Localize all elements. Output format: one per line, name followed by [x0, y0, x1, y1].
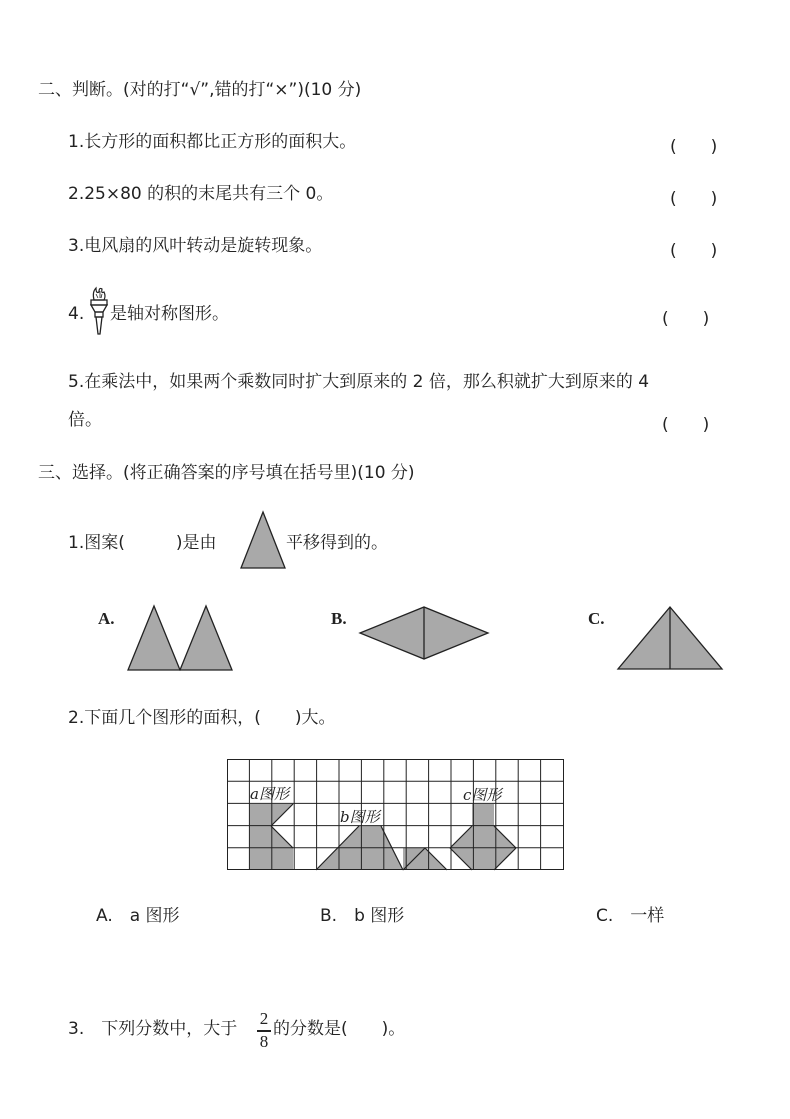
option-b-rhombus[interactable]: [359, 606, 489, 660]
reference-triangle-shape: [240, 511, 286, 569]
q2-option-b[interactable]: B. b 图形: [320, 906, 405, 926]
option-a-two-triangles[interactable]: [127, 605, 233, 671]
answer-paren-3[interactable]: ( ): [670, 241, 718, 261]
shape-c: [450, 804, 516, 870]
judge-item-2: 2.25×80 的积的末尾共有三个 0。: [68, 184, 334, 204]
choice-q1-pre: 1.图案( )是由: [68, 533, 217, 553]
answer-paren-2[interactable]: ( ): [670, 189, 718, 209]
section3-title: 三、选择。(将正确答案的序号填在括号里)(10 分): [38, 463, 415, 483]
answer-paren-4[interactable]: ( ): [662, 309, 710, 329]
section2-title: 二、判断。(对的打“√”,错的打“×”)(10 分): [38, 80, 362, 100]
judge-item-1: 1.长方形的面积都比正方形的面积大。: [68, 132, 357, 152]
shape-b-label: b图形: [340, 808, 380, 826]
fraction-denominator: 8: [259, 1032, 269, 1051]
torch-icon: [88, 286, 110, 338]
choice-q2: 2.下面几个图形的面积，( )大。: [68, 708, 336, 728]
option-c-label[interactable]: C.: [588, 609, 605, 628]
judge-item-4: 是轴对称图形。: [110, 304, 229, 324]
option-c-big-triangle[interactable]: [617, 606, 723, 670]
option-a-label[interactable]: A.: [98, 609, 115, 628]
judge-item-5-cont: 倍。: [68, 410, 102, 430]
area-grid-figure: [227, 759, 564, 870]
fraction-numerator: 2: [259, 1009, 269, 1028]
shape-a-label: a图形: [250, 785, 289, 803]
choice-q1-post: 平移得到的。: [286, 533, 388, 553]
choice-q3-pre: 3. 下列分数中，大于: [68, 1019, 238, 1039]
q2-option-c[interactable]: C. 一样: [596, 906, 665, 926]
judge-item-4-number: 4.: [68, 304, 85, 324]
q2-option-a[interactable]: A. a 图形: [96, 906, 180, 926]
shape-c-label: c图形: [463, 786, 502, 804]
judge-item-3: 3.电风扇的风叶转动是旋转现象。: [68, 236, 323, 256]
option-b-label[interactable]: B.: [331, 609, 347, 628]
shape-a: [249, 804, 293, 870]
answer-paren-1[interactable]: ( ): [670, 137, 718, 157]
choice-q3-post: 的分数是( )。: [273, 1019, 406, 1039]
answer-paren-5[interactable]: ( ): [662, 415, 710, 435]
judge-item-5: 5.在乘法中，如果两个乘数同时扩大到原来的 2 倍，那么积就扩大到原来的 4: [68, 372, 650, 392]
